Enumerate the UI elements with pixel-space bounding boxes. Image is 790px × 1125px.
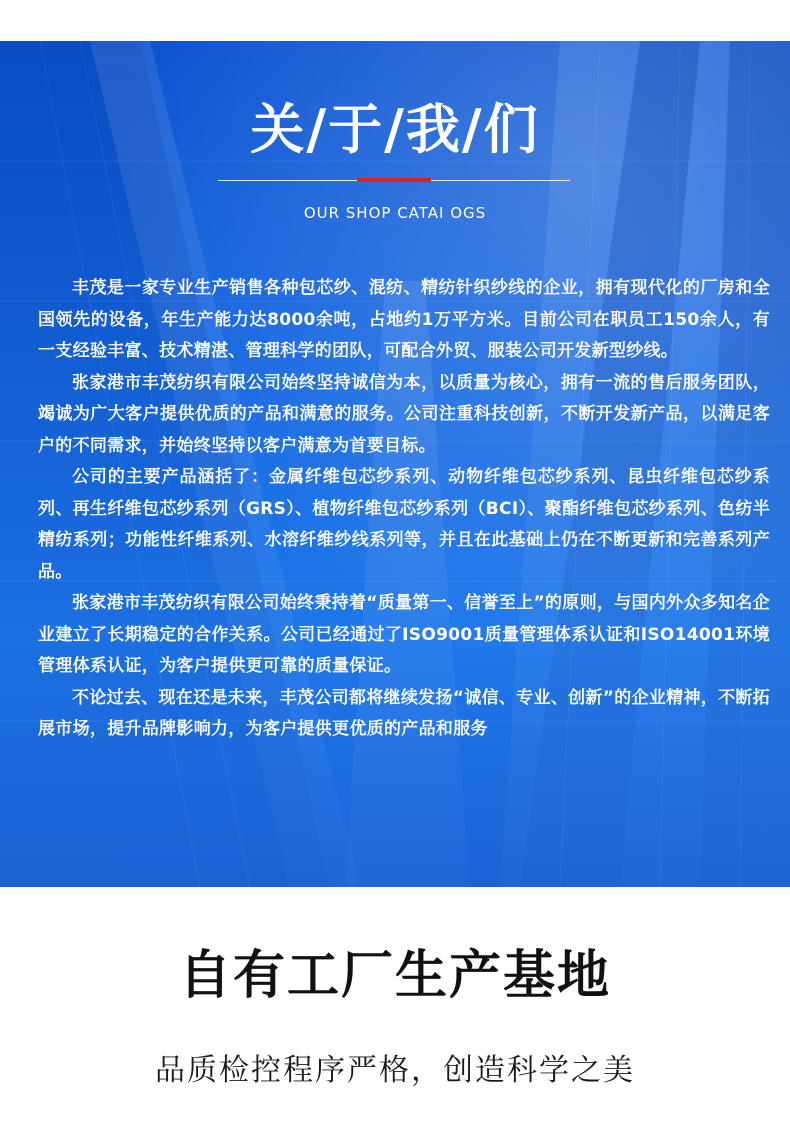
about-paragraph-3: 公司的主要产品涵括了：金属纤维包芯纱系列、动物纤维包芯纱系列、昆虫纤维包芯纱系列、再生纤维包芯纱系列（GRS）、植物纤维包芯纱系列（BCI）、聚酯纤维包芯纱系列、色纺半精纺系列；功能性纤维系列、水溶纤维纱线系列等，并且在此基础上仍在不断更新和完善系列产品。	[38, 467, 770, 582]
title-divider-accent	[357, 178, 431, 182]
factory-section-subtitle: 品质检控程序严格，创造科学之美	[155, 1053, 635, 1088]
top-white-strip	[0, 0, 790, 41]
about-paragraph-5: 不论过去、现在还是未来，丰茂公司都将继续发扬“诚信、专业、创新”的企业精神，不断拓展市场，提升品牌影响力，为客户提供更优质的产品和服务	[38, 687, 770, 739]
about-paragraph-2: 张家港市丰茂纺织有限公司始终坚持诚信为本，以质量为核心，拥有一流的售后服务团队，竭诚为广大客户提供优质的产品和满意的服务。公司注重科技创新，不断开发新产品，以满足客户的不同需求，并始终坚持以客户满意为首要目标。	[38, 372, 770, 456]
about-us-banner	[0, 41, 790, 887]
about-paragraph-4: 张家港市丰茂纺织有限公司始终秉持着“质量第一、信誉至上”的原则，与国内外众多知名企业建立了长期稳定的合作关系。公司已经通过了ISO9001质量管理体系认证和ISO14001环境管理体系认证，为客户提供更可靠的质量保证。	[38, 593, 770, 676]
about-us-title: 关/于/我/们	[250, 98, 540, 161]
about-us-body	[38, 273, 770, 746]
about-us-subtitle: OUR SHOP CATAI OGS	[303, 204, 487, 222]
about-paragraph-1: 丰茂是一家专业生产销售各种包芯纱、混纺、精纺针织纱线的企业，拥有现代化的厂房和全国领先的设备，年生产能力达8000余吨，占地约1万平方米。目前公司在职员工150余人，有一支经验丰富、技术精湛、管理科学的团队，可配合外贸、服装公司开发新型纱线。	[38, 278, 770, 361]
factory-section-title: 自有工厂生产基地	[178, 946, 611, 1006]
